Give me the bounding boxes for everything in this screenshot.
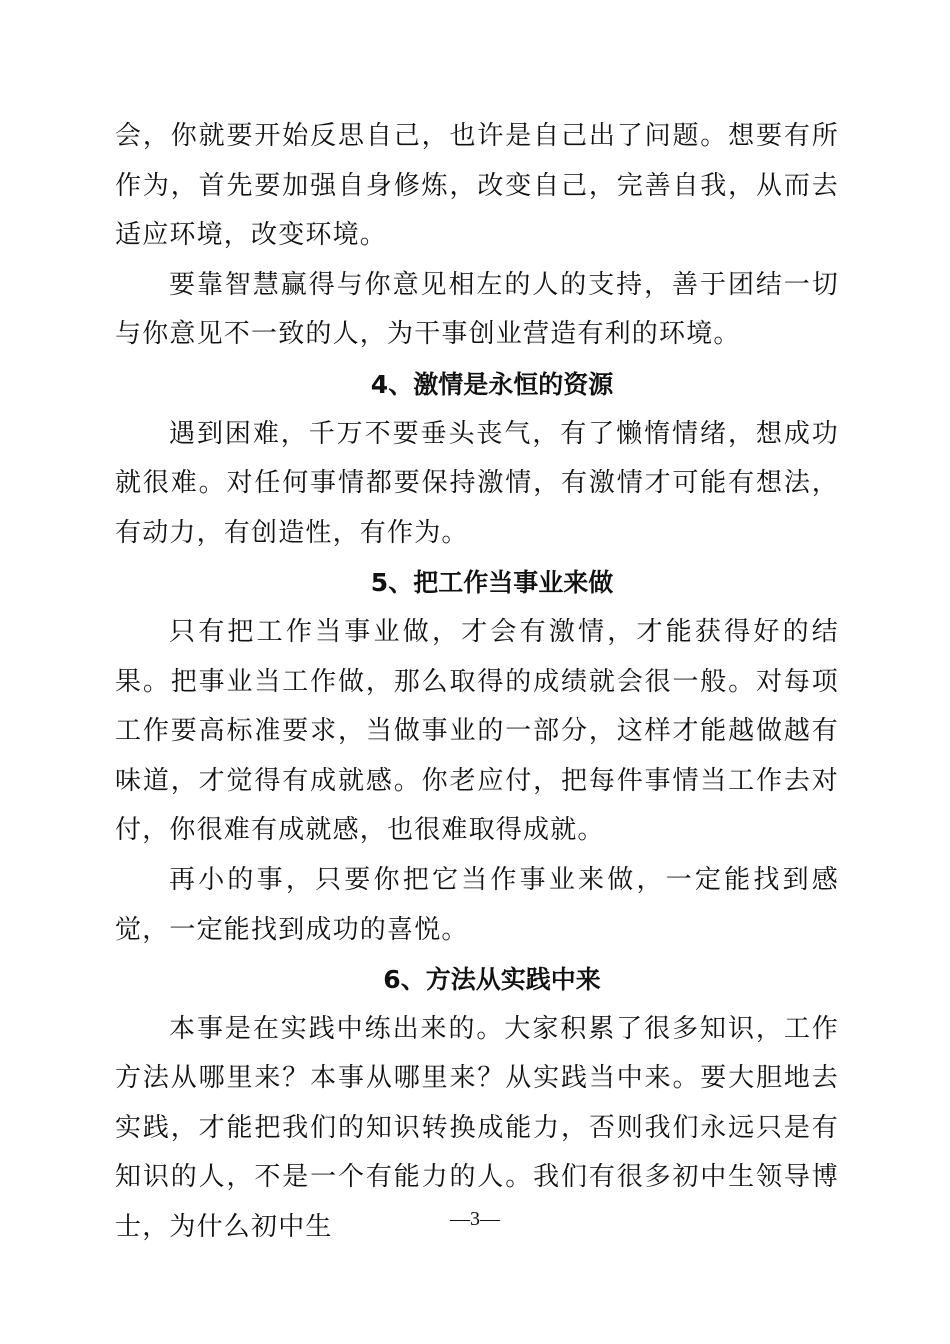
section-heading-5: 5、把工作当事业来做	[370, 568, 614, 598]
paragraph: 只有把工作当事业做，才会有激情，才能获得好的结果。把事业当工作做，那么取得的成绩就会很一般。对每项工作要高标准要求，当做事业的一部分，这样才能越做越有味道，才觉得有成就感。你老应付，把每件事情当工作去对付，你很难有成就感，也很难取得成就。	[115, 616, 839, 846]
paragraph: 要靠智慧赢得与你意见相左的人的支持，善于团结一切与你意见不一致的人，为干事创业营造有利的环境。	[115, 269, 839, 350]
paragraph: 本事是在实践中练出来的。大家积累了很多知识，工作方法从哪里来？本事从哪里来？从实践当中来。要大胆地去实践，才能把我们的知识转换成能力，否则我们永远只是有知识的人，不是一个有能力的人。我们有很多初中生领导博士，为什么初中生	[115, 1013, 839, 1243]
section-heading-4: 4、激情是永恒的资源	[370, 369, 614, 399]
page-number: —3—	[450, 1208, 500, 1230]
paragraph: 遇到困难，千万不要垂头丧气，有了懒惰情绪，想成功就很难。对任何事情都要保持激情，有激情才可能有想法，有动力，有创造性，有作为。	[115, 418, 839, 548]
document-body	[115, 112, 839, 1253]
section-heading-6: 6、方法从实践中来	[383, 965, 601, 995]
paragraph: 再小的事，只要你把它当作事业来做，一定能找到感觉，一定能找到成功的喜悦。	[115, 864, 839, 945]
paragraph-continuation: 会，你就要开始反思自己，也许是自己出了问题。想要有所作为，首先要加强自身修炼，改变自己，完善自我，从而去适应环境，改变环境。	[115, 121, 839, 251]
